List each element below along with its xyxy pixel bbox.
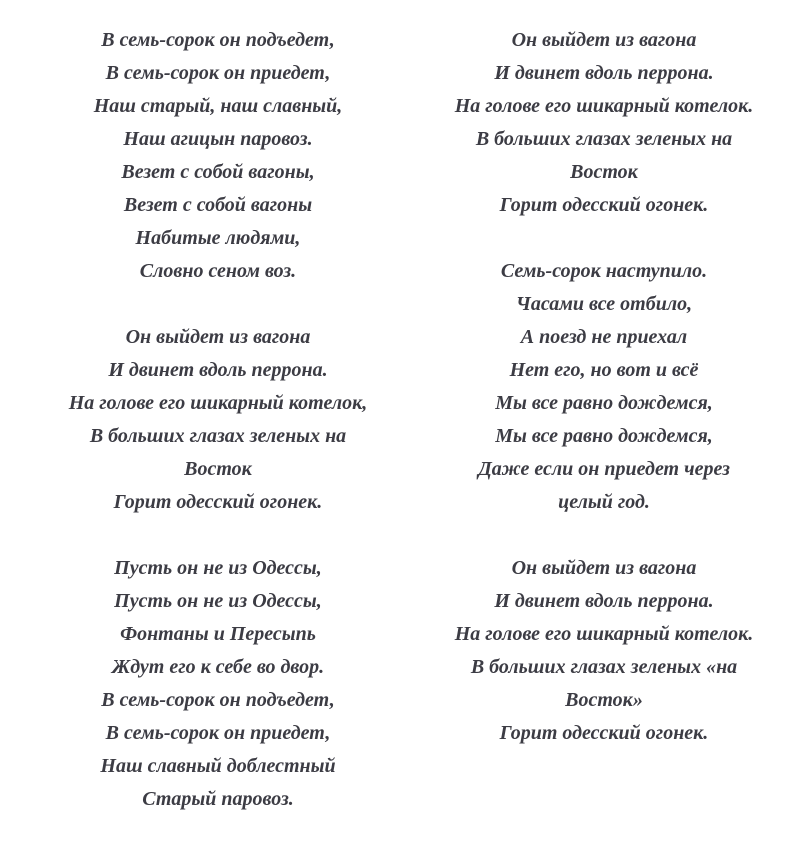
lyric-line: Он выйдет из вагона: [511, 29, 697, 51]
lyric-line: Ждут его к себе во двор.: [111, 656, 325, 678]
lyric-line: В семь-сорок он подъедет,: [101, 689, 335, 711]
left-stanza-1: [18, 24, 418, 288]
lyric-line: В семь-сорок он подъедет,: [101, 29, 335, 51]
lyric-line: В больших глазах зеленых «на: [470, 656, 738, 678]
lyric-line: Семь-сорок наступило.: [500, 260, 708, 282]
lyric-line: Восток: [184, 458, 252, 480]
lyric-line: Он выйдет из вагона: [511, 557, 697, 579]
lyric-line: Восток: [570, 161, 638, 183]
lyric-line: Фонтаны и Пересыпь: [120, 623, 316, 645]
lyric-line: целый год.: [558, 491, 650, 513]
lyric-line: В семь-сорок он приедет,: [105, 722, 331, 744]
lyrics-left-column: [18, 24, 418, 816]
stanza-gap: [404, 519, 800, 552]
lyric-line: На голове его шикарный котелок,: [68, 392, 368, 414]
lyric-line: И двинет вдоль перрона.: [494, 62, 714, 84]
lyric-line: Словно сеном воз.: [139, 260, 297, 282]
stanza-gap: [18, 288, 418, 321]
lyric-line: Горит одесский огонек.: [499, 194, 709, 216]
lyric-line: Горит одесский огонек.: [113, 491, 323, 513]
lyric-line: В семь-сорок он приедет,: [105, 62, 331, 84]
lyric-line: А поезд не приехал: [520, 326, 688, 348]
lyric-line: На голове его шикарный котелок.: [454, 623, 754, 645]
lyric-line: Пусть он не из Одессы,: [114, 557, 322, 579]
lyrics-right-column: [404, 24, 800, 750]
right-stanza-1: [404, 24, 800, 222]
lyric-line: Даже если он приедет через: [478, 458, 730, 480]
lyric-line: И двинет вдоль перрона.: [494, 590, 714, 612]
lyric-line: В больших глазах зеленых на: [475, 128, 733, 150]
lyric-line: Он выйдет из вагона: [125, 326, 311, 348]
lyric-line: Горит одесский огонек.: [499, 722, 709, 744]
lyric-line: Нет его, но вот и всё: [509, 359, 699, 381]
lyric-line: На голове его шикарный котелок.: [454, 95, 754, 117]
lyric-line: Наш агицын паровоз.: [123, 128, 313, 150]
lyric-line: Набитые людями,: [135, 227, 301, 249]
left-stanza-3: [18, 552, 418, 816]
stanza-gap: [18, 519, 418, 552]
lyric-line: В больших глазах зеленых на: [89, 425, 347, 447]
lyric-line: Везет с собой вагоны: [123, 194, 313, 216]
lyric-line: Часами все отбило,: [515, 293, 693, 315]
right-stanza-2: [404, 255, 800, 519]
lyric-line: Пусть он не из Одессы,: [114, 590, 322, 612]
lyric-line: Мы все равно дождемся,: [495, 425, 713, 447]
right-stanza-3: [404, 552, 800, 750]
stanza-gap: [404, 222, 800, 255]
lyric-line: Везет с собой вагоны,: [121, 161, 315, 183]
lyric-line: Мы все равно дождемся,: [495, 392, 713, 414]
lyric-line: Старый паровоз.: [142, 788, 294, 810]
lyric-line: Наш славный доблестный: [100, 755, 336, 777]
lyric-line: Наш старый, наш славный,: [93, 95, 343, 117]
left-stanza-2: [18, 321, 418, 519]
lyric-line: И двинет вдоль перрона.: [108, 359, 328, 381]
lyric-line: Восток»: [565, 689, 643, 711]
